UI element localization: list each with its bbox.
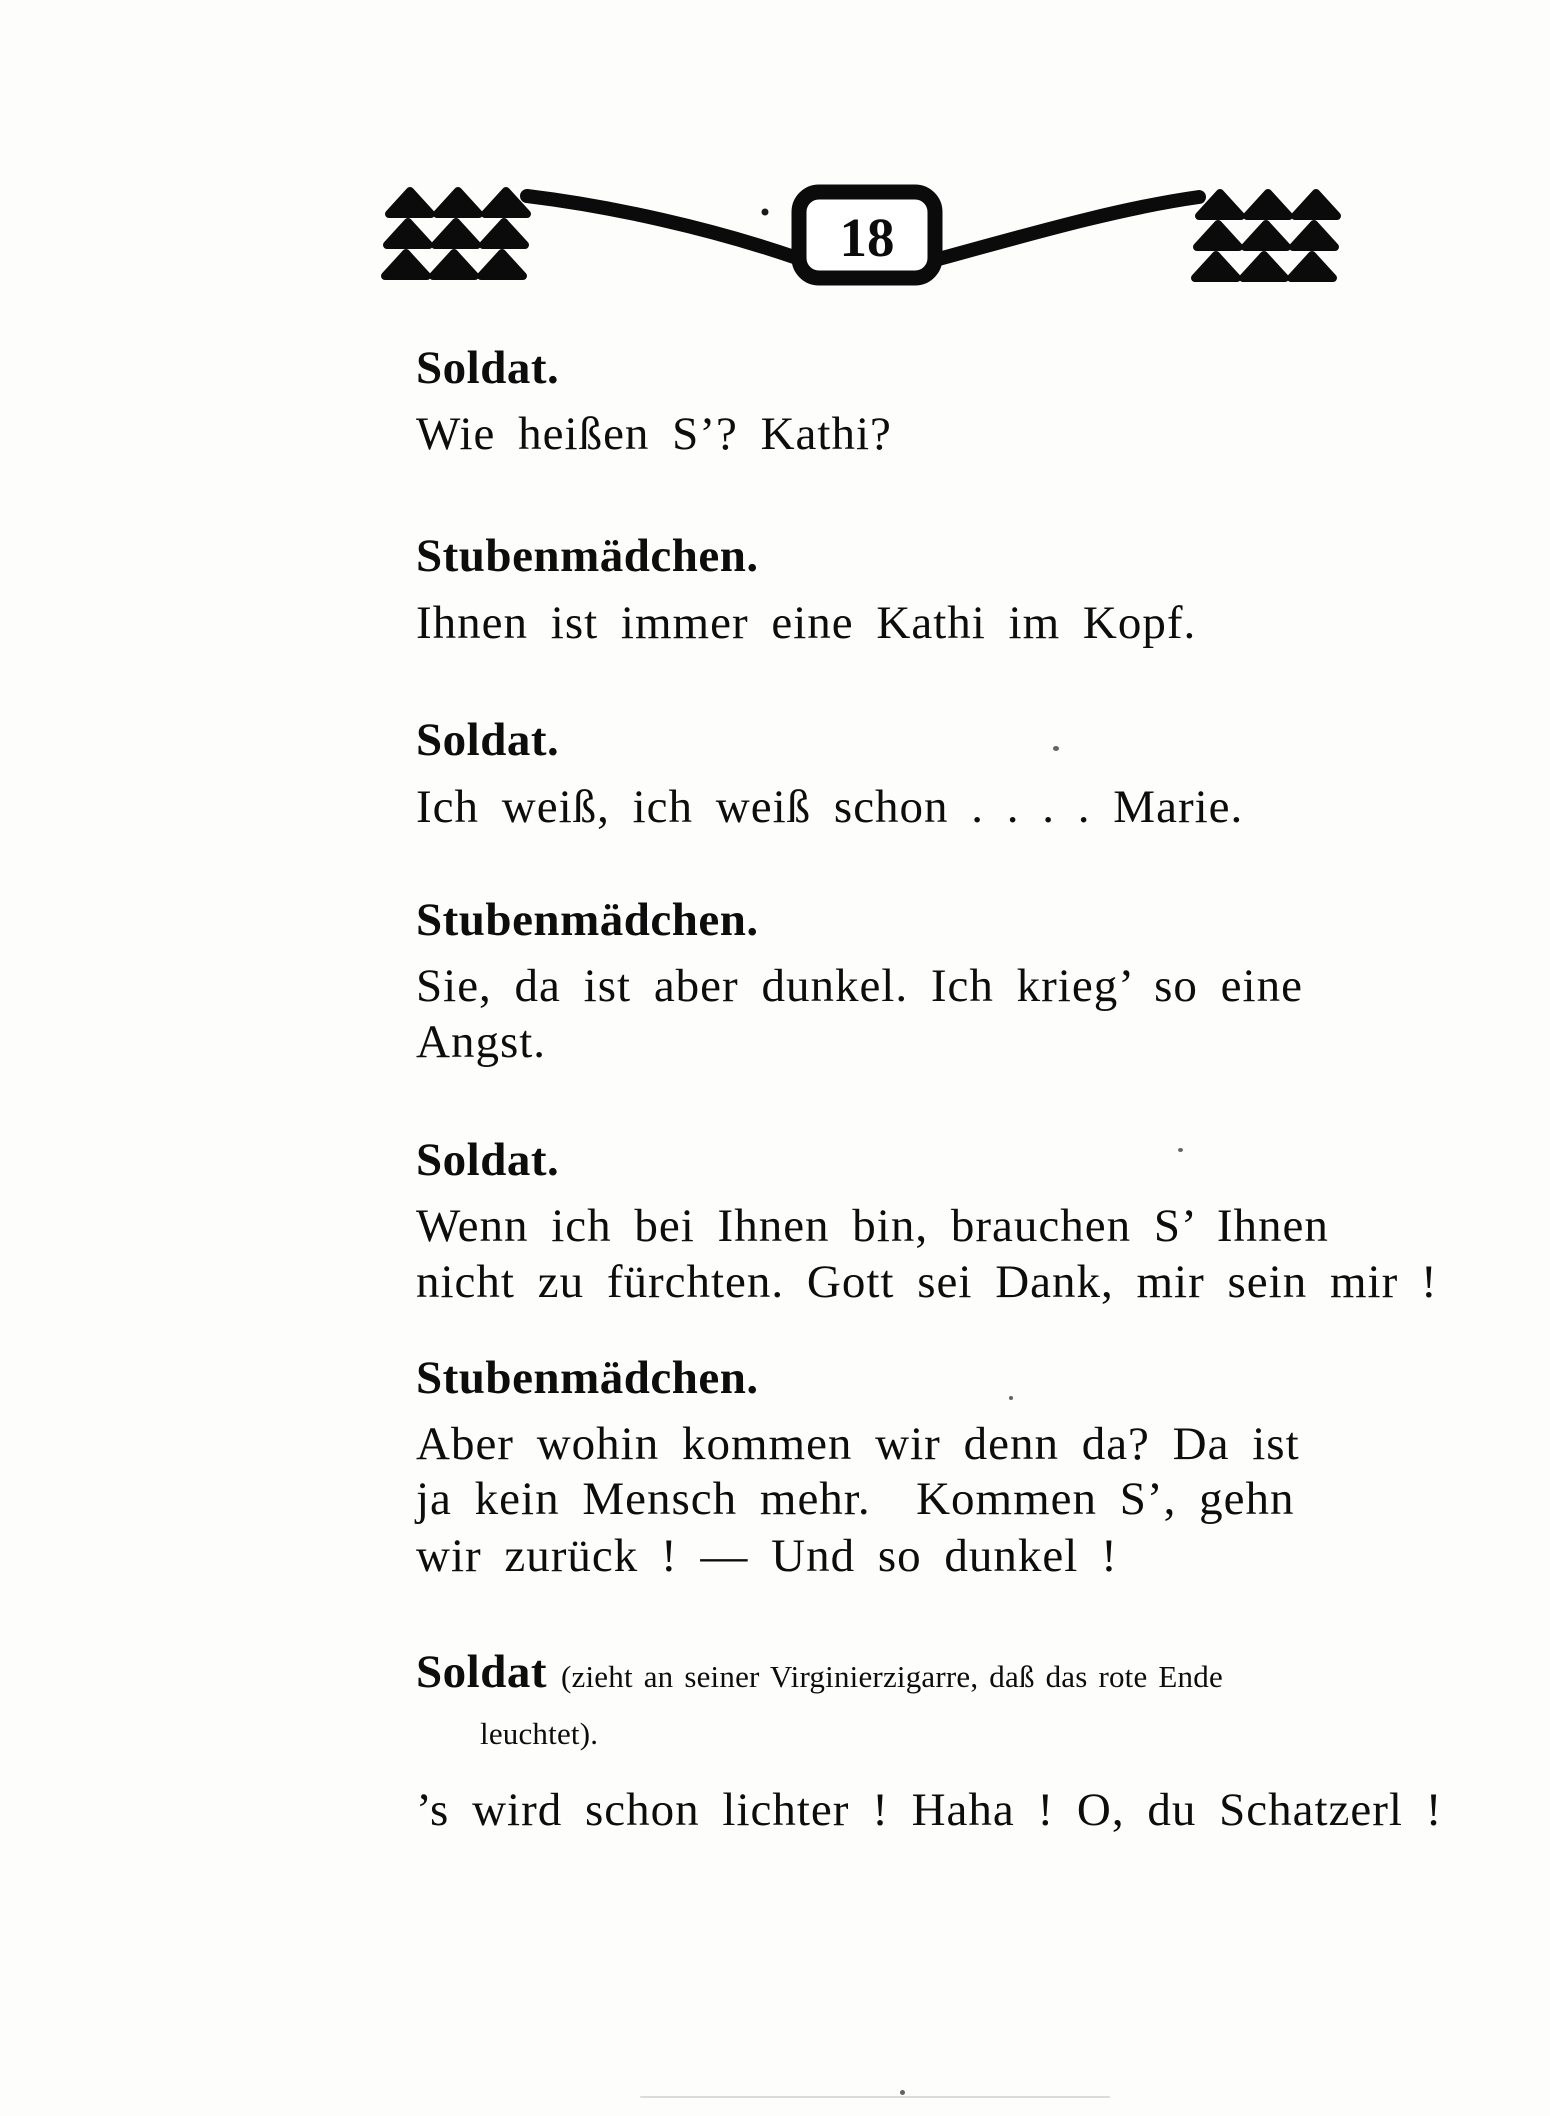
speaker-heading: Stubenmädchen.	[416, 894, 759, 946]
dialogue-line: ’s wird schon lichter ! Haha ! O, du Schatzerl !	[416, 1784, 1443, 1836]
dialogue-line: wir zurück ! — Und so dunkel !	[416, 1530, 1118, 1582]
speaker-heading: Soldat.	[416, 1134, 560, 1186]
dialogue-line: nicht zu fürchten. Gott sei Dank, mir sein mir !	[416, 1256, 1438, 1308]
dialogue-line: Angst.	[416, 1016, 547, 1068]
speaker-heading: Stubenmädchen.	[416, 1352, 759, 1404]
speaker-heading: Soldat.	[416, 342, 560, 394]
ink-speck	[762, 209, 769, 216]
header-ornament	[375, 180, 1350, 292]
stage-direction-text: (zieht an seiner Virginierzigarre, daß das rote Ende	[561, 1659, 1223, 1694]
triangle-grid-left-icon	[385, 191, 527, 276]
dialogue-line: ja kein Mensch mehr. Kommen S’, gehn	[416, 1473, 1295, 1525]
ink-speck	[1053, 746, 1059, 751]
dialogue-line: Ich weiß, ich weiß schon . . . . Marie.	[416, 781, 1244, 833]
speaker-heading: Stubenmädchen.	[416, 530, 759, 582]
speaker-heading: Soldat.	[416, 714, 560, 766]
dialogue-line: Wie heißen S’? Kathi?	[416, 408, 892, 460]
dialogue-line: Ihnen ist immer eine Kathi im Kopf.	[416, 597, 1197, 649]
swash-right-icon	[935, 197, 1199, 260]
dialogue-line: Aber wohin kommen wir denn da? Da ist	[416, 1418, 1300, 1470]
ink-speck	[1009, 1396, 1013, 1400]
speaker-name: Soldat	[416, 1646, 547, 1698]
stage-direction-continuation: leuchtet).	[480, 1716, 599, 1751]
stage-direction-line	[416, 1644, 1223, 1705]
page-number: 18	[839, 207, 895, 268]
ink-speck	[900, 2090, 905, 2095]
dialogue-line: Sie, da ist aber dunkel. Ich krieg’ so eine	[416, 960, 1303, 1012]
swash-left-icon	[527, 196, 797, 258]
scan-artifact-line	[640, 2096, 1110, 2098]
triangle-grid-right-icon	[1195, 193, 1337, 278]
dialogue-line: Wenn ich bei Ihnen bin, brauchen S’ Ihnen	[416, 1200, 1329, 1252]
ink-speck	[1178, 1148, 1183, 1152]
